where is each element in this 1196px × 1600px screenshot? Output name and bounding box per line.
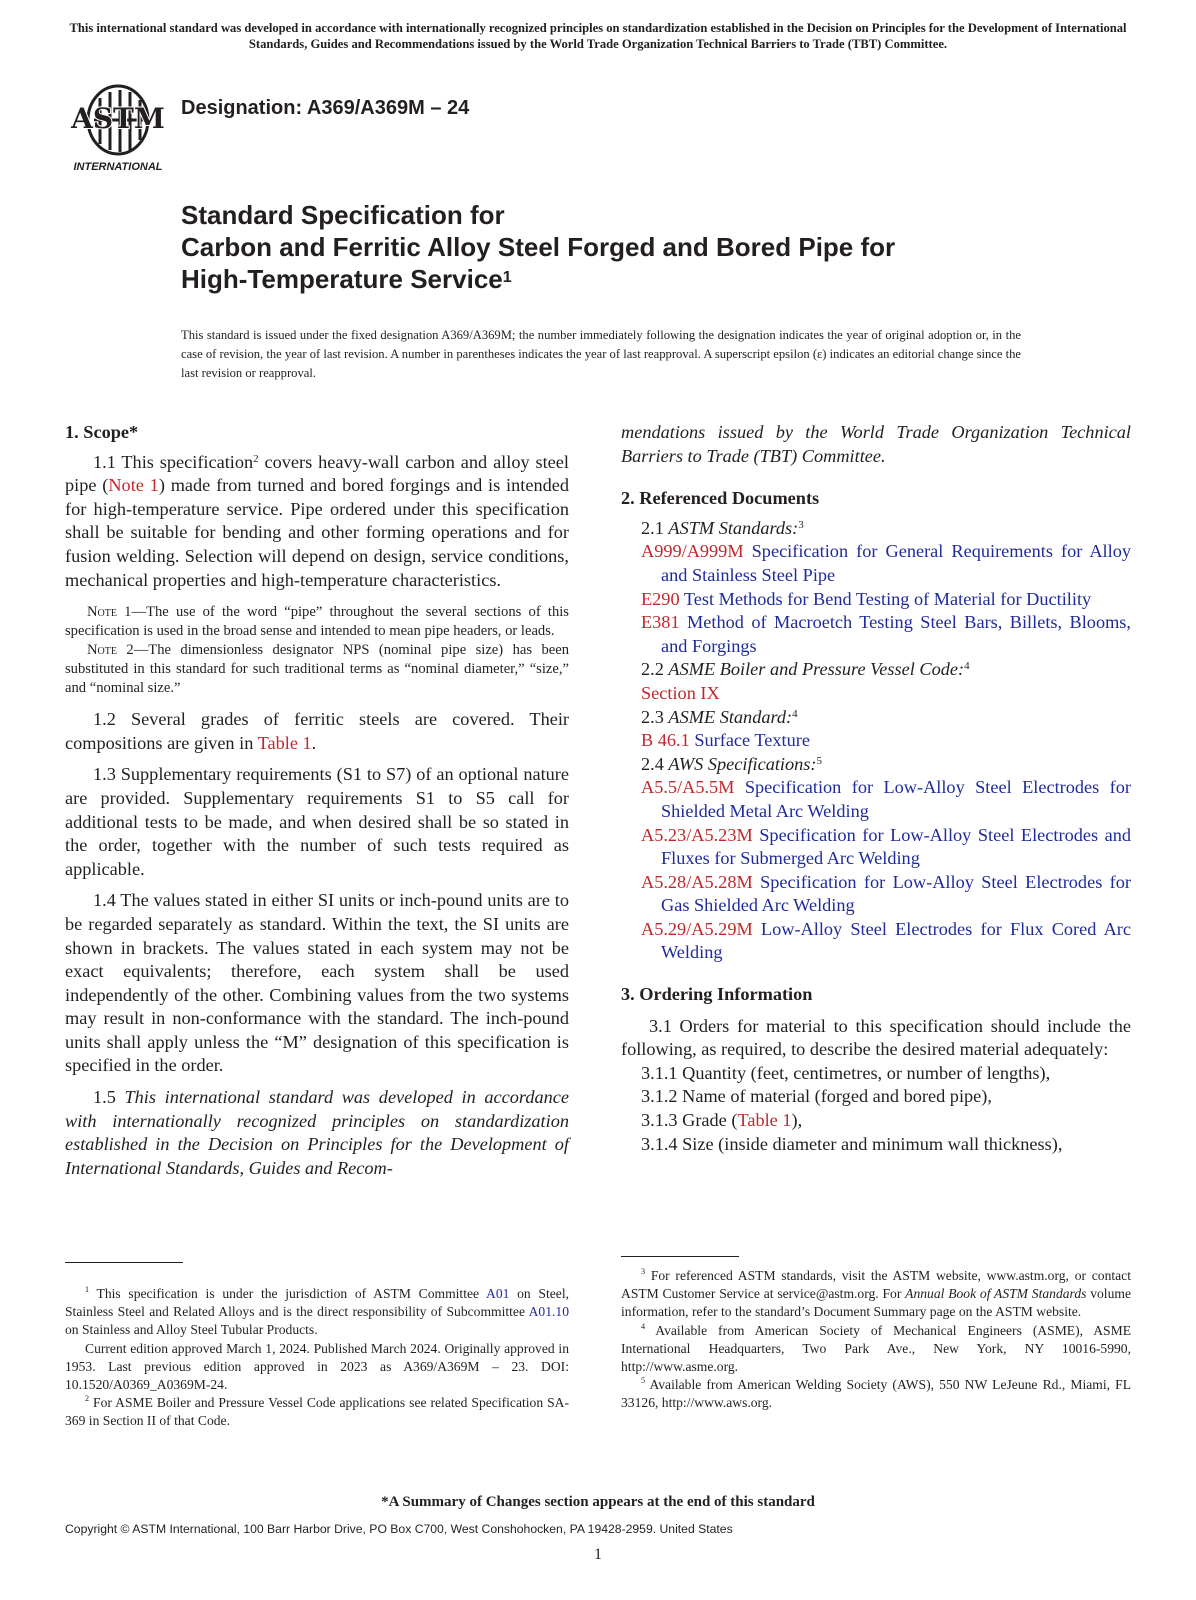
reference-b46-1[interactable]: B 46.1 Surface Texture	[641, 730, 810, 751]
footnotes-left	[65, 1285, 569, 1431]
title-line-3-text: High-Temperature Service	[181, 264, 503, 294]
footnote-ref-2: 2	[253, 452, 259, 465]
summary-of-changes-note: *A Summary of Changes section appears at the end of this standard	[381, 1494, 815, 1510]
committee-a01-link[interactable]: A01	[486, 1286, 510, 1301]
logo-letters: ASTM	[71, 102, 165, 135]
ordering-item-grade: 3.1.3 Grade (Table 1),	[641, 1110, 803, 1131]
footnote-rule-left	[65, 1262, 183, 1263]
footnote-4: $^4$ Available from American Society of Mechanical Engineers (ASME), ASME International Headquarters, Two Park Ave., New York, NY 10016-5990, http://www.asme.org.	[621, 1321, 1131, 1375]
asme-standard-label: 2.3 ASME Standard:$^4$	[641, 706, 798, 727]
paragraph-1-2: 1.2 Several grades of ferritic steels are covered. Their compositions are given in Table 1.	[65, 709, 569, 753]
note-1-link[interactable]: Note 1	[108, 475, 159, 496]
reference-e381[interactable]: E381 Method of Macroetch Testing Steel Bars, Billets, Blooms, and Forgings	[641, 612, 1131, 656]
paragraph-1-5: 1.5 This international standard was developed in accordance with internationally recognized principles on standardization established in the Decision on Principles for the Development of International Standards, Guides and Recom-	[65, 1087, 569, 1178]
aws-specifications-label: 2.4 AWS Specifications:$^5$	[641, 753, 822, 774]
scope-heading: 1. Scope*	[65, 422, 139, 442]
table-1-link-grade[interactable]: Table 1	[737, 1110, 792, 1131]
title-line-3	[181, 263, 895, 295]
astm-standards-label: 2.1 ASTM Standards:$^3$	[641, 517, 804, 538]
referenced-documents-heading: 2. Referenced Documents	[621, 488, 820, 509]
subcommittee-a01-10-link[interactable]: A01.10	[528, 1304, 569, 1320]
ordering-item-size: 3.1.4 Size (inside diameter and minimum wall thickness),	[641, 1133, 1063, 1154]
footnote-3: $^3$ For referenced ASTM standards, visit the ASTM website, www.astm.org, or contact ASTM Customer Service at service@astm.org. For Annual Book of ASTM Standards volume information, refer to the standard’s Document Summary page on the ASTM website.	[621, 1267, 1131, 1320]
page-number: 1	[594, 1546, 602, 1563]
paragraph-1-3: 1.3 Supplementary requirements (S1 to S7) of an optional nature are provided. Supplementary requirements S1 to S5 call for additional tests to be made, and when desired shall be so stated in the order, together with the number of such tests required as applicable.	[65, 764, 569, 879]
table-1-link[interactable]: Table 1	[257, 732, 312, 753]
reference-e290[interactable]: E290 Test Methods for Bend Testing of Material for Ductility	[641, 588, 1092, 609]
right-column	[621, 421, 1131, 1156]
left-column	[65, 421, 569, 1180]
reference-section-ix[interactable]: Section IX	[641, 682, 720, 703]
ordering-item-name: 3.1.2 Name of material (forged and bored pipe),	[641, 1086, 992, 1107]
notes-block	[65, 603, 569, 698]
reference-a5-5[interactable]: A5.5/A5.5M Specification for Low-Alloy Steel Electrodes for Shielded Metal Arc Welding	[641, 777, 1131, 821]
paragraph-1-5-continued: mendations issued by the World Trade Organization Technical Barriers to Trade (TBT) Committee.	[621, 422, 1131, 466]
logo-subtitle: INTERNATIONAL	[73, 161, 163, 173]
ordering-item-quantity: 3.1.1 Quantity (feet, centimetres, or number of lengths),	[641, 1062, 1051, 1083]
note-1: Note 1—The use of the word “pipe” throughout the several sections of this specification is used in the broad sense and intended to mean pipe headers, or leads.	[65, 604, 569, 640]
footnote-5: $^5$ Available from American Welding Society (AWS), 550 NW LeJeune Rd., Miami, FL 33126, http://www.aws.org.	[621, 1376, 1131, 1411]
designation: Designation: A369/A369M – 24	[181, 97, 470, 119]
note-2: Note 2—The dimensionless designator NPS (nominal pipe size) has been substituted in this standard for such traditional terms as “nominal diameter,” “size,” and “nominal size.”	[65, 642, 569, 697]
footnote-rule-right	[621, 1256, 739, 1257]
copyright: Copyright © ASTM International, 100 Barr Harbor Drive, PO Box C700, West Conshohocken, PA 19428-2959. United States	[65, 1522, 733, 1536]
asme-code-label: 2.2 ASME Boiler and Pressure Vessel Code:$^4$	[641, 659, 970, 680]
reference-a999[interactable]: A999/A999M Specification for General Requirements for Alloy and Stainless Steel Pipe	[641, 541, 1131, 585]
title-footnote-mark: 1	[502, 269, 512, 286]
issue-note: This standard is issued under the fixed designation A369/A369M; the number immediately following the designation indicates the year of original adoption or, in the case of revision, the year of last revision. A number in parentheses indicates the year of last reapproval. A superscript epsilon (ε) indicates an editorial change since the last revision or reapproval.	[181, 328, 1021, 380]
title-line-2: Carbon and Ferritic Alloy Steel Forged and Bored Pipe for	[181, 232, 896, 262]
astm-logo-icon	[66, 78, 170, 174]
astm-logo	[66, 78, 170, 174]
paragraph-3-1: 3.1 Orders for material to this specification should include the following, as required, to describe the desired material adequately:	[621, 1015, 1131, 1060]
footnote-1: $^1$ This specification is under the jurisdiction of ASTM Committee A01 on Steel, Stainless Steel and Related Alloys and is the direct responsibility of Subcommittee A01.10 on Stainless and Alloy Steel Tubular Products.	[65, 1285, 569, 1338]
footnote-1-edition: Current edition approved March 1, 2024. Published March 2024. Originally approved in 1953. Last previous edition approved in 2023 as A369/A369M – 23. DOI: 10.1520/A0369_A0369M-24.	[65, 1340, 569, 1393]
footnote-2: $^2$ For ASME Boiler and Pressure Vessel Code applications see related Specification SA-369 in Section II of that Code.	[65, 1394, 569, 1429]
paragraph-1-4: 1.4 The values stated in either SI units or inch-pound units are to be regarded separately as standard. Within the text, the SI units are shown in brackets. The values stated in each system may not be exact equivalents; therefore, each system shall be used independently of the other. Combining values from the two systems may result in non-conformance with the standard. The inch-pound units shall apply unless the “M” designation of this specification is specified in the order.	[65, 890, 569, 1076]
reference-a5-23[interactable]: A5.23/A5.23M Specification for Low-Alloy Steel Electrodes and Fluxes for Submerged Arc Welding	[641, 824, 1131, 869]
paragraph-1-1: 1.1 This specification$^2$ covers heavy-wall carbon and alloy steel pipe (Note 1) made from turned and bored forgings and is intended for high-temperature service. Pipe ordered under this specification shall be suitable for bending and other forming operations and for fusion welding. Selection will depend on design, service conditions, mechanical properties and high-temperature characteristics.	[65, 451, 569, 590]
footnotes-right	[621, 1267, 1131, 1413]
reference-a5-29[interactable]: A5.29/A5.29M Low-Alloy Steel Electrodes for Flux Cored Arc Welding	[641, 918, 1131, 963]
document-title	[181, 199, 895, 295]
ordering-information-heading: 3. Ordering Information	[621, 984, 813, 1005]
reference-a5-28[interactable]: A5.28/A5.28M Specification for Low-Alloy Steel Electrodes for Gas Shielded Arc Welding	[641, 871, 1131, 916]
title-line-1: Standard Specification for	[181, 200, 505, 230]
header-notice: This international standard was developed in accordance with internationally recognized principles on standardization established in the Decision on Principles for the Development of International Standards, Guides and Recommendations issued by the World Trade Organization Technical Barriers to Trade (TBT) Committee.	[69, 21, 1127, 51]
